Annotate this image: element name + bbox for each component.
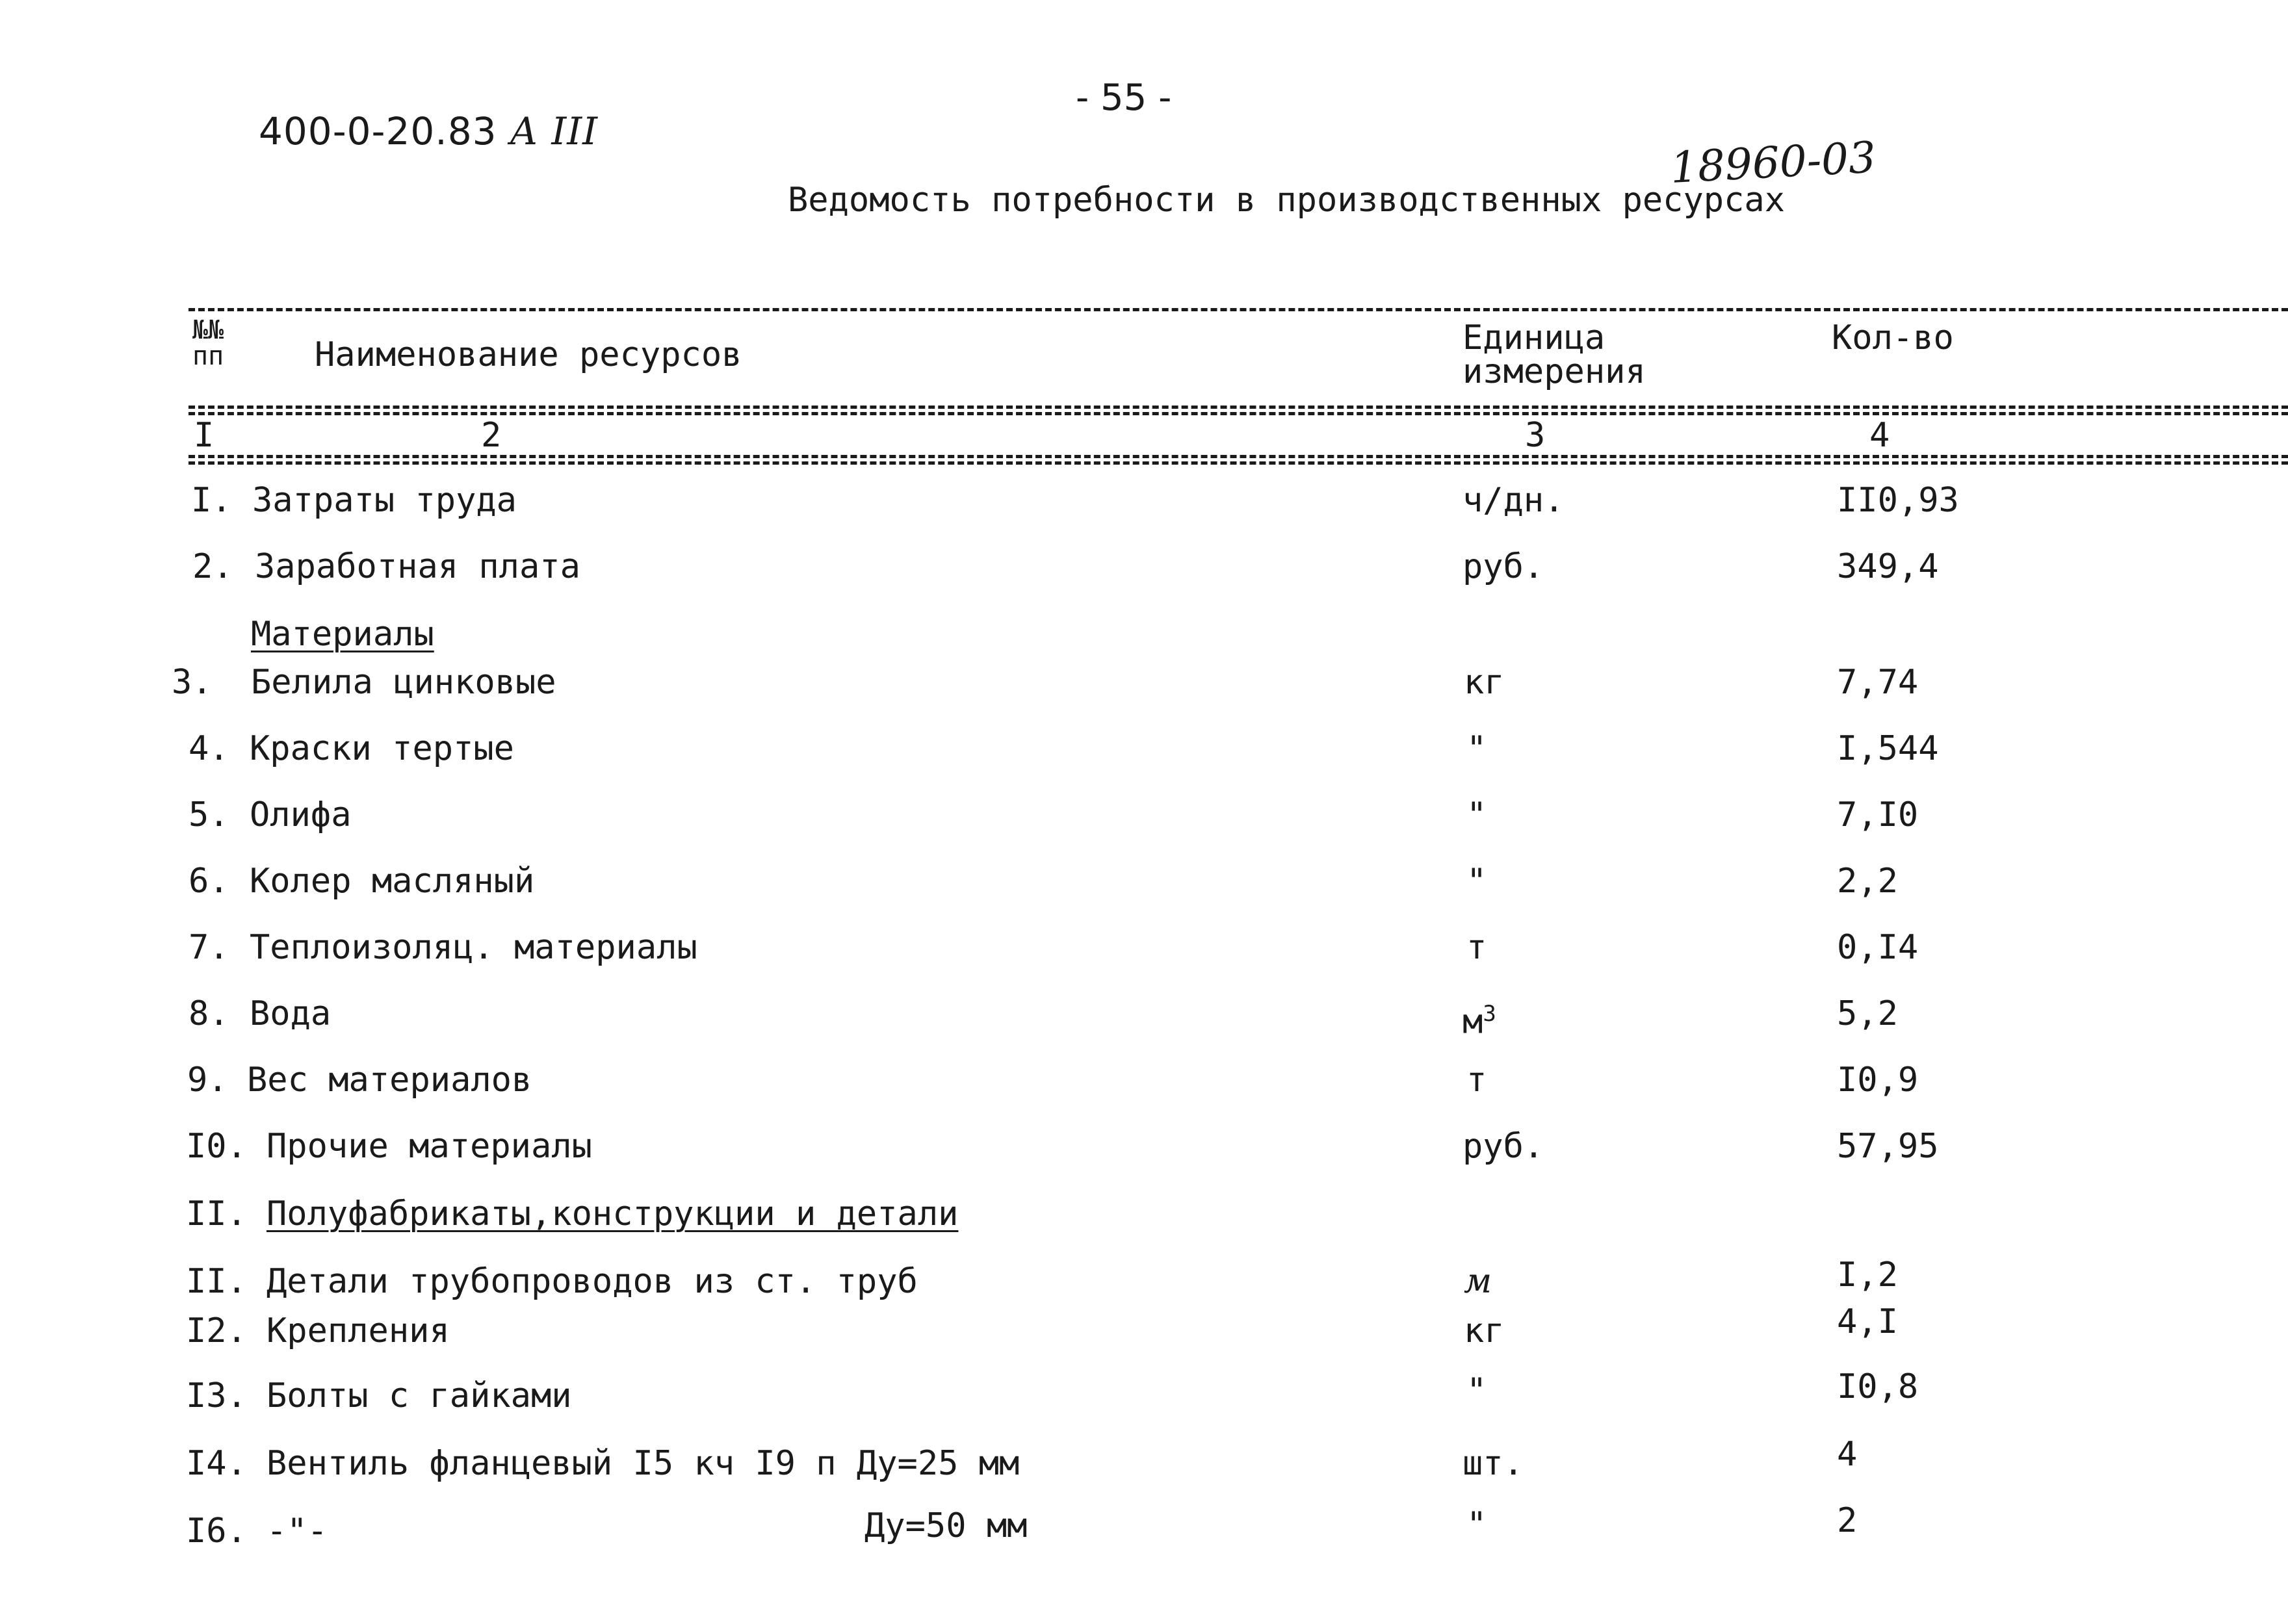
section-semifinished: Полуфабрикаты,конструкции и детали <box>266 1194 959 1233</box>
row-11-num: II. <box>186 1262 247 1301</box>
row-5-name: Олифа <box>250 795 352 834</box>
row-7-name: Теплоизоляц. материалы <box>250 928 697 967</box>
header-rule-double <box>188 412 2288 415</box>
section-semifinished-num: II. <box>186 1194 247 1233</box>
row-3-num: 3. <box>172 663 213 702</box>
row-15-name: -"- <box>266 1512 328 1551</box>
column-header-unit-line1: Единица <box>1462 318 1606 357</box>
row-12-name: Крепления <box>266 1311 450 1350</box>
page-number: - 55 - <box>1076 77 1172 119</box>
row-7-num: 7. <box>188 928 229 967</box>
column-header-qty: Кол-во <box>1832 318 1954 357</box>
row-1-unit: ч/дн. <box>1462 481 1565 520</box>
row-14-qty: 4 <box>1837 1435 1858 1474</box>
table-top-rule <box>188 308 2288 311</box>
row-2-unit: руб. <box>1462 547 1544 586</box>
row-14-num: I4. <box>186 1444 247 1483</box>
row-8-unit-base: м <box>1462 1002 1483 1042</box>
row-14-unit: шт. <box>1462 1444 1524 1483</box>
row-10-qty: 57,95 <box>1837 1127 1939 1166</box>
column-header-num-line2: пп <box>192 341 224 371</box>
column-header-num-line1: №№ <box>192 315 224 345</box>
row-9-num: 9. <box>187 1061 228 1100</box>
column-numbers-rule <box>188 455 2288 458</box>
row-13-name: Болты с гайками <box>266 1376 572 1415</box>
row-15-unit: " <box>1466 1505 1487 1544</box>
row-11-qty: I,2 <box>1837 1256 1898 1295</box>
row-8-name: Вода <box>250 994 332 1033</box>
row-4-unit: " <box>1466 729 1487 768</box>
row-12-unit: кг <box>1464 1311 1505 1350</box>
row-3-qty: 7,74 <box>1837 663 1919 702</box>
row-8-unit-superscript: 3 <box>1483 1001 1496 1027</box>
row-2-qty: 349,4 <box>1837 547 1939 586</box>
row-7-unit: т <box>1466 928 1487 967</box>
row-14-name: Вентиль фланцевый I5 кч I9 п Ду=25 мм <box>266 1444 1020 1483</box>
row-6-name: Колер масляный <box>250 862 535 901</box>
row-7-qty: 0,I4 <box>1837 928 1919 967</box>
row-5-unit: " <box>1466 795 1487 834</box>
document-code-number: 400-0-20.83 <box>259 109 497 153</box>
row-15-name-extra: Ду=50 мм <box>864 1506 1028 1545</box>
column-header-unit-line2: измерения <box>1462 352 1646 391</box>
column-number-2: 2 <box>481 416 502 455</box>
row-8-qty: 5,2 <box>1837 994 1898 1033</box>
column-numbers-rule-double <box>188 461 2288 465</box>
row-15-qty: 2 <box>1837 1501 1858 1540</box>
row-9-name: Вес материалов <box>247 1061 532 1100</box>
row-9-qty: I0,9 <box>1837 1061 1919 1100</box>
row-2-name: Заработная плата <box>255 547 580 586</box>
row-4-num: 4. <box>188 729 229 768</box>
row-11-unit: м <box>1464 1262 1492 1301</box>
row-5-num: 5. <box>188 795 229 834</box>
row-6-num: 6. <box>188 862 229 901</box>
row-5-qty: 7,I0 <box>1837 795 1919 834</box>
row-3-name: Белила цинковые <box>251 663 556 702</box>
row-1-qty: II0,93 <box>1837 481 1959 520</box>
row-10-name: Прочие материалы <box>266 1127 592 1166</box>
row-15-num: I6. <box>186 1512 247 1551</box>
row-3-unit: кг <box>1464 663 1505 702</box>
row-12-qty: 4,I <box>1837 1302 1898 1341</box>
column-number-3: 3 <box>1525 416 1546 455</box>
row-2-num: 2. <box>192 547 233 586</box>
handwritten-number: 18960-03 <box>1669 132 1877 193</box>
row-1-num: I. <box>191 481 232 520</box>
row-12-num: I2. <box>186 1311 247 1350</box>
row-6-unit: " <box>1466 862 1487 901</box>
document-title: Ведомость потребности в производственных ресурсах <box>788 181 1786 220</box>
row-4-qty: I,544 <box>1837 729 1939 768</box>
row-9-unit: т <box>1466 1061 1487 1100</box>
row-4-name: Краски тертые <box>250 729 514 768</box>
row-10-unit: руб. <box>1462 1127 1544 1166</box>
column-header-name: Наименование ресурсов <box>315 335 742 374</box>
row-13-num: I3. <box>186 1376 247 1415</box>
row-8-unit <box>1462 994 1496 1041</box>
column-number-1: I <box>194 416 214 455</box>
row-11-name: Детали трубопроводов из ст. труб <box>266 1262 918 1301</box>
row-8-num: 8. <box>188 994 229 1033</box>
header-rule <box>188 406 2288 409</box>
column-number-4: 4 <box>1869 416 1890 455</box>
row-13-unit: " <box>1466 1371 1487 1410</box>
document-code-suffix: А III <box>509 109 599 153</box>
row-6-qty: 2,2 <box>1837 862 1898 901</box>
row-13-qty: I0,8 <box>1837 1367 1919 1406</box>
row-1-name: Затраты труда <box>252 481 517 520</box>
row-10-num: I0. <box>186 1127 247 1166</box>
section-materials: Материалы <box>251 615 434 654</box>
document-code <box>259 109 598 153</box>
